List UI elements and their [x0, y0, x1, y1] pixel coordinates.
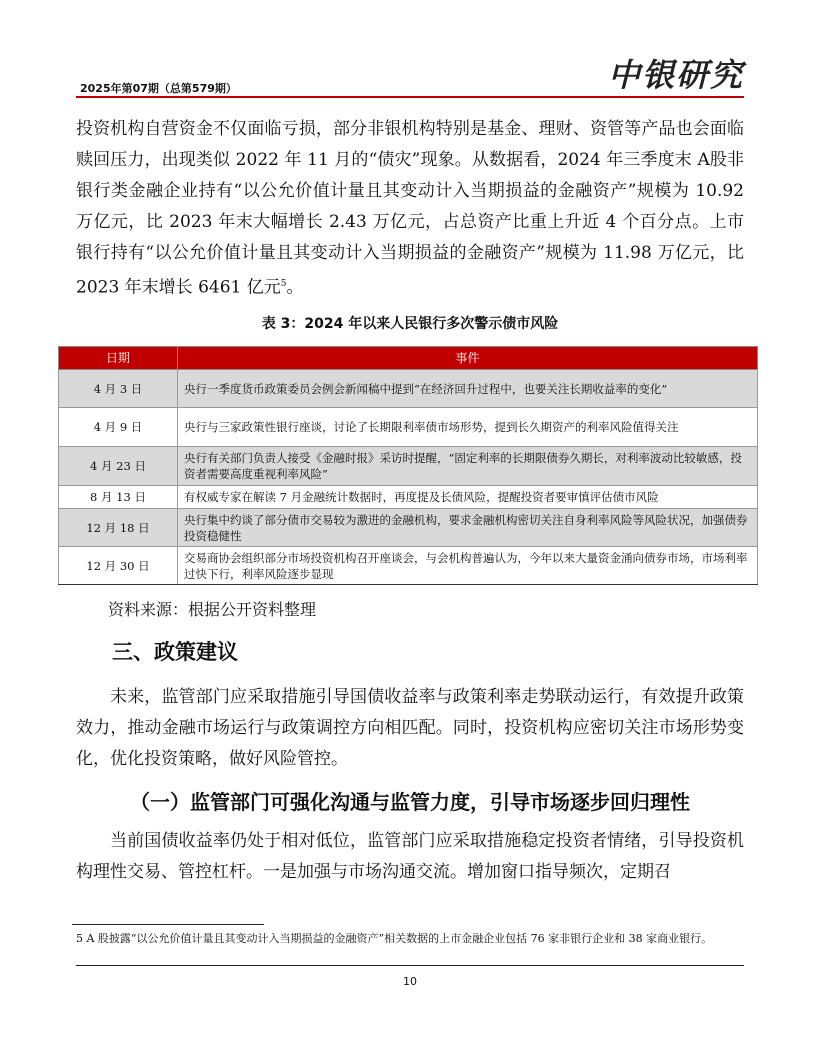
body-paragraph-2: 未来，监管部门应采取措施引导国债收益率与政策利率走势联动运行，有效提升政策效力，推动金融市场运行与政策调控方向相匹配。同时，投资机构应密切关注市场形势变化，优化投资策略，做好风险管控。 [76, 687, 744, 769]
body-paragraph-3: 当前国债收益率仍处于相对低位，监管部门应采取措施稳定投资者情绪，引导投资机构理性交易、管控杠杆。一是加强与市场沟通交流。增加窗口指导频次，定期召 [76, 831, 744, 882]
row-date: 12 月 30 日 [59, 547, 178, 585]
table-row [59, 547, 758, 585]
table-header-row [59, 347, 758, 370]
row-date: 4 月 23 日 [59, 447, 178, 486]
header-issue: 2025年第07期（总第579期） [80, 82, 237, 95]
row-event: 央行集中约谈了部分债市交易较为激进的金融机构，要求金融机构密切关注自身利率风险等风险状况，加强债券投资稳健性 [178, 509, 758, 547]
footnote: 5 A 股披露“以公允价值计量且其变动计入当期损益的金融资产”相关数据的上市金融企业包括 76 家非银行企业和 38 家商业银行。 [76, 932, 713, 945]
events-table [58, 346, 758, 585]
header-rule [76, 96, 744, 98]
row-event: 央行一季度货币政策委员会例会新闻稿中提到“在经济回升过程中，也要关注长期收益率的变化” [178, 370, 758, 408]
footnote-ref: 5 [280, 279, 287, 289]
subsection-heading: （一）监管部门可强化沟通与监管力度，引导市场逐步回归理性 [130, 790, 690, 814]
row-date: 4 月 9 日 [59, 408, 178, 447]
header-logo: 中银研究 [607, 56, 744, 94]
paragraph-1-text: 投资机构自营资金不仅面临亏损，部分非银机构特别是基金、理财、资管等产品也会面临赎回压力，出现类似 2022 年 11 月的“债灾”现象。从数据看，2024 年三季度末 A股非银行类金融企业持有“以公允价值计量且其变动计入当期损益的金融资产”规模为 10.92 万亿元，比 2023 年末大幅增长 2.43 万亿元，占总资产比重上升近 4 个百分点。上市银行持有“以公允价值计量且其变动计入当期损益的金融资产”规模为 11.98 万亿元，比 2023 年末增长 6461 亿元 [76, 119, 744, 298]
table-row [59, 486, 758, 509]
table-row [59, 408, 758, 447]
row-event: 有权威专家在解读 7 月金融统计数据时，再度提及长债风险，提醒投资者要审慎评估债市风险 [178, 486, 758, 509]
row-date: 12 月 18 日 [59, 509, 178, 547]
row-event: 交易商协会组织部分市场投资机构召开座谈会，与会机构普遍认为，今年以来大量资金涌向债券市场，市场利率过快下行，利率风险逐步显现 [178, 547, 758, 585]
row-event: 央行有关部门负责人接受《金融时报》采访时提醒，“固定利率的长期限债券久期长，对利率波动比较敏感，投资者需要高度重视利率风险” [178, 447, 758, 486]
table-source: 资料来源：根据公开资料整理 [108, 600, 317, 619]
footnote-rule [72, 924, 264, 925]
paragraph-1-end: 。 [286, 277, 304, 298]
footer-rule [76, 965, 744, 966]
body-paragraph-1 [76, 114, 744, 304]
table-row [59, 447, 758, 486]
column-header-date: 日期 [59, 347, 178, 370]
column-header-event: 事件 [178, 347, 758, 370]
row-date: 8 月 13 日 [59, 486, 178, 509]
row-event: 央行与三家政策性银行座谈，讨论了长期限利率债市场形势，提到长久期资产的利率风险值得关注 [178, 408, 758, 447]
row-date: 4 月 3 日 [59, 370, 178, 408]
page-number: 10 [403, 975, 417, 988]
table-caption: 表 3：2024 年以来人民银行多次警示债市风险 [261, 316, 559, 332]
table-row [59, 370, 758, 408]
table-row [59, 509, 758, 547]
section-heading: 三、政策建议 [112, 640, 238, 664]
